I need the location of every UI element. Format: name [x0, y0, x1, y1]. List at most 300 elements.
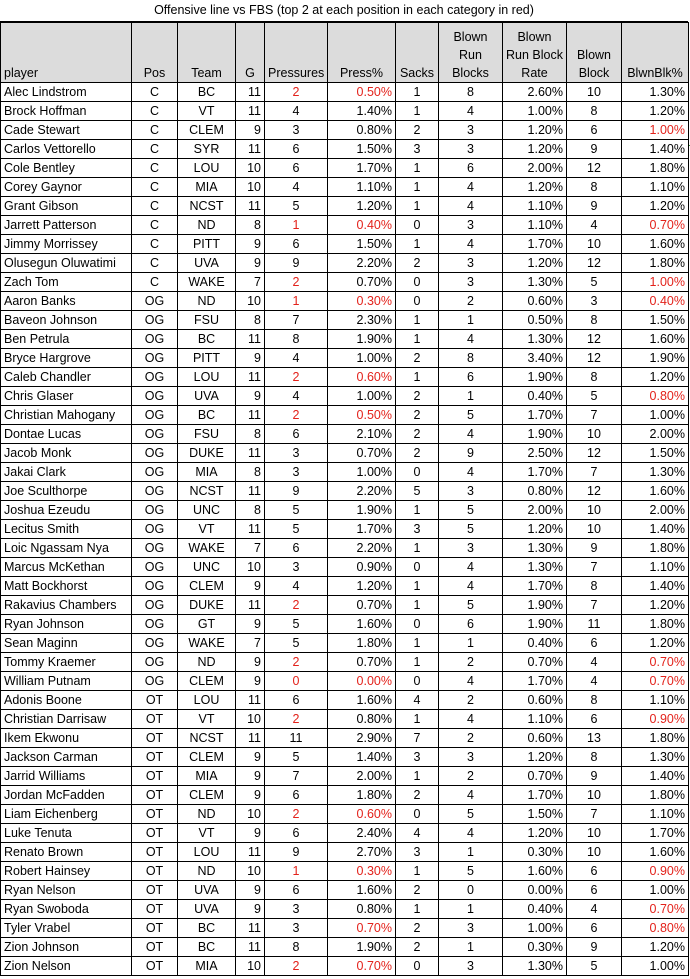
cell-sacks: 1	[396, 311, 439, 330]
cell-blown-run-block-rate: 1.50%	[503, 805, 567, 824]
cell-g: 9	[236, 748, 265, 767]
cell-pos: C	[132, 121, 178, 140]
cell-player: Caleb Chandler	[1, 368, 132, 387]
cell-blown-run-block-rate: 1.70%	[503, 577, 567, 596]
cell-g: 9	[236, 349, 265, 368]
cell-blown-block: 3	[567, 292, 622, 311]
cell-player: Ryan Swoboda	[1, 900, 132, 919]
cell-player: Jarrid Williams	[1, 767, 132, 786]
cell-blwnblk-pct: 1.30%	[622, 83, 689, 102]
cell-pressures: 5	[265, 197, 328, 216]
cell-sacks: 3	[396, 748, 439, 767]
cell-blown-block: 9	[567, 197, 622, 216]
cell-team: DUKE	[178, 596, 236, 615]
cell-sacks: 0	[396, 672, 439, 691]
cell-press-pct: 1.00%	[328, 349, 396, 368]
cell-team: ND	[178, 292, 236, 311]
cell-sacks: 1	[396, 235, 439, 254]
cell-blown-block: 6	[567, 862, 622, 881]
cell-blwnblk-pct: 1.10%	[622, 691, 689, 710]
cell-press-pct: 0.80%	[328, 900, 396, 919]
cell-sacks: 1	[396, 634, 439, 653]
cell-team: WAKE	[178, 634, 236, 653]
cell-player: Baveon Johnson	[1, 311, 132, 330]
cell-press-pct: 0.70%	[328, 273, 396, 292]
cell-player: William Putnam	[1, 672, 132, 691]
cell-press-pct: 1.90%	[328, 938, 396, 957]
cell-blown-run-block-rate: 0.40%	[503, 634, 567, 653]
table-row	[1, 843, 689, 862]
cell-g: 7	[236, 273, 265, 292]
cell-player: Ikem Ekwonu	[1, 729, 132, 748]
table-row	[1, 710, 689, 729]
cell-pos: C	[132, 273, 178, 292]
cell-blown-block: 8	[567, 577, 622, 596]
cell-press-pct: 2.10%	[328, 425, 396, 444]
cell-player: Sean Maginn	[1, 634, 132, 653]
cell-press-pct: 0.00%	[328, 672, 396, 691]
cell-blown-run-block-rate: 0.40%	[503, 387, 567, 406]
cell-pos: OG	[132, 292, 178, 311]
cell-blown-block: 8	[567, 748, 622, 767]
header-blown-block: Blown Block	[567, 23, 622, 83]
cell-blown-run-block-rate: 1.70%	[503, 786, 567, 805]
cell-team: PITT	[178, 349, 236, 368]
cell-player: Zion Nelson	[1, 957, 132, 976]
cell-team: VT	[178, 710, 236, 729]
cell-blown-run-blocks: 4	[439, 330, 503, 349]
cell-blwnblk-pct: 1.20%	[622, 102, 689, 121]
cell-pressures: 4	[265, 349, 328, 368]
cell-pressures: 6	[265, 140, 328, 159]
table-row	[1, 425, 689, 444]
cell-blown-block: 7	[567, 406, 622, 425]
cell-press-pct: 2.20%	[328, 539, 396, 558]
cell-press-pct: 1.70%	[328, 520, 396, 539]
cell-g: 11	[236, 102, 265, 121]
cell-player: Tyler Vrabel	[1, 919, 132, 938]
cell-press-pct: 1.60%	[328, 691, 396, 710]
cell-team: VT	[178, 824, 236, 843]
cell-g: 9	[236, 235, 265, 254]
cell-player: Liam Eichenberg	[1, 805, 132, 824]
cell-pos: OT	[132, 862, 178, 881]
cell-pressures: 5	[265, 501, 328, 520]
table-row	[1, 311, 689, 330]
table-row	[1, 938, 689, 957]
cell-pos: OG	[132, 311, 178, 330]
cell-team: CLEM	[178, 748, 236, 767]
cell-sacks: 2	[396, 444, 439, 463]
cell-blown-run-blocks: 1	[439, 311, 503, 330]
cell-player: Jacob Monk	[1, 444, 132, 463]
cell-player: Renato Brown	[1, 843, 132, 862]
cell-blown-run-blocks: 4	[439, 577, 503, 596]
cell-blown-run-blocks: 1	[439, 387, 503, 406]
cell-sacks: 0	[396, 463, 439, 482]
cell-blown-run-blocks: 2	[439, 691, 503, 710]
cell-pressures: 6	[265, 159, 328, 178]
cell-blown-run-blocks: 5	[439, 805, 503, 824]
cell-blown-run-blocks: 4	[439, 197, 503, 216]
cell-pos: OG	[132, 482, 178, 501]
cell-sacks: 0	[396, 216, 439, 235]
table-row	[1, 292, 689, 311]
cell-press-pct: 0.40%	[328, 216, 396, 235]
cell-player: Zach Tom	[1, 273, 132, 292]
cell-press-pct: 1.60%	[328, 881, 396, 900]
cell-sacks: 1	[396, 197, 439, 216]
cell-g: 11	[236, 482, 265, 501]
cell-blwnblk-pct: 1.20%	[622, 938, 689, 957]
cell-blwnblk-pct: 2.00%	[622, 425, 689, 444]
cell-blwnblk-pct: 1.80%	[622, 615, 689, 634]
cell-pressures: 2	[265, 710, 328, 729]
cell-sacks: 2	[396, 425, 439, 444]
cell-blown-run-blocks: 5	[439, 501, 503, 520]
cell-team: ND	[178, 862, 236, 881]
cell-sacks: 1	[396, 501, 439, 520]
header-player: player	[1, 23, 132, 83]
cell-sacks: 1	[396, 577, 439, 596]
cell-blown-run-blocks: 1	[439, 843, 503, 862]
cell-blown-run-blocks: 2	[439, 767, 503, 786]
cell-sacks: 3	[396, 843, 439, 862]
cell-blown-block: 12	[567, 330, 622, 349]
cell-blwnblk-pct: 1.40%	[622, 520, 689, 539]
cell-team: UVA	[178, 881, 236, 900]
cell-blown-run-blocks: 3	[439, 919, 503, 938]
cell-pos: OG	[132, 539, 178, 558]
cell-team: ND	[178, 805, 236, 824]
cell-pressures: 6	[265, 539, 328, 558]
cell-g: 11	[236, 83, 265, 102]
cell-blown-run-block-rate: 1.70%	[503, 235, 567, 254]
table-row	[1, 539, 689, 558]
cell-g: 10	[236, 805, 265, 824]
cell-blown-run-blocks: 1	[439, 938, 503, 957]
cell-team: NCST	[178, 482, 236, 501]
cell-blown-run-block-rate: 2.00%	[503, 501, 567, 520]
cell-blown-run-block-rate: 1.10%	[503, 216, 567, 235]
cell-blown-block: 8	[567, 691, 622, 710]
cell-pressures: 4	[265, 387, 328, 406]
cell-pressures: 0	[265, 672, 328, 691]
cell-blown-run-blocks: 8	[439, 83, 503, 102]
cell-sacks: 4	[396, 824, 439, 843]
cell-player: Alec Lindstrom	[1, 83, 132, 102]
table-body	[1, 83, 689, 976]
cell-blown-block: 4	[567, 216, 622, 235]
cell-blown-block: 6	[567, 710, 622, 729]
table-row	[1, 805, 689, 824]
cell-pressures: 2	[265, 957, 328, 976]
cell-team: BC	[178, 330, 236, 349]
cell-blwnblk-pct: 1.60%	[622, 330, 689, 349]
cell-pressures: 9	[265, 254, 328, 273]
cell-blown-block: 10	[567, 235, 622, 254]
table-row	[1, 482, 689, 501]
cell-pos: OG	[132, 596, 178, 615]
cell-blown-run-block-rate: 1.90%	[503, 596, 567, 615]
cell-blown-run-blocks: 3	[439, 273, 503, 292]
cell-team: UVA	[178, 387, 236, 406]
cell-blown-run-blocks: 5	[439, 862, 503, 881]
cell-pos: C	[132, 216, 178, 235]
cell-blown-block: 8	[567, 311, 622, 330]
cell-sacks: 2	[396, 349, 439, 368]
cell-blown-run-block-rate: 1.30%	[503, 273, 567, 292]
cell-pressures: 3	[265, 463, 328, 482]
cell-player: Brock Hoffman	[1, 102, 132, 121]
cell-sacks: 3	[396, 520, 439, 539]
cell-sacks: 0	[396, 292, 439, 311]
cell-player: Ryan Johnson	[1, 615, 132, 634]
cell-blown-run-block-rate: 2.00%	[503, 159, 567, 178]
cell-blown-run-blocks: 5	[439, 520, 503, 539]
cell-g: 9	[236, 653, 265, 672]
table-row	[1, 273, 689, 292]
cell-g: 9	[236, 824, 265, 843]
cell-blown-block: 7	[567, 805, 622, 824]
table-row	[1, 596, 689, 615]
sheet-title: Offensive line vs FBS (top 2 at each position in each category in red)	[0, 0, 688, 22]
cell-player: Carlos Vettorello	[1, 140, 132, 159]
cell-pos: OG	[132, 425, 178, 444]
table-row	[1, 368, 689, 387]
cell-pos: OG	[132, 463, 178, 482]
cell-g: 10	[236, 292, 265, 311]
table-row	[1, 881, 689, 900]
cell-blown-run-blocks: 3	[439, 482, 503, 501]
table-row	[1, 558, 689, 577]
table-row	[1, 634, 689, 653]
cell-pos: OT	[132, 900, 178, 919]
cell-press-pct: 1.80%	[328, 634, 396, 653]
cell-blwnblk-pct: 1.80%	[622, 729, 689, 748]
cell-blwnblk-pct: 1.00%	[622, 273, 689, 292]
cell-blown-block: 8	[567, 178, 622, 197]
cell-pressures: 7	[265, 767, 328, 786]
cell-sacks: 1	[396, 159, 439, 178]
cell-pos: OT	[132, 957, 178, 976]
cell-blown-block: 6	[567, 121, 622, 140]
cell-g: 9	[236, 577, 265, 596]
cell-g: 11	[236, 140, 265, 159]
cell-blown-run-block-rate: 1.70%	[503, 406, 567, 425]
cell-player: Jakai Clark	[1, 463, 132, 482]
cell-player: Cole Bentley	[1, 159, 132, 178]
cell-team: BC	[178, 938, 236, 957]
cell-blown-run-block-rate: 1.20%	[503, 520, 567, 539]
cell-blown-block: 10	[567, 824, 622, 843]
cell-pressures: 6	[265, 235, 328, 254]
cell-blwnblk-pct: 0.70%	[622, 216, 689, 235]
table-row	[1, 102, 689, 121]
cell-blwnblk-pct: 0.40%	[622, 292, 689, 311]
cell-pos: OG	[132, 520, 178, 539]
cell-pressures: 4	[265, 178, 328, 197]
cell-pos: OG	[132, 634, 178, 653]
cell-blown-run-block-rate: 1.30%	[503, 539, 567, 558]
cell-g: 9	[236, 881, 265, 900]
cell-press-pct: 1.50%	[328, 140, 396, 159]
cell-pos: OG	[132, 653, 178, 672]
cell-blown-block: 13	[567, 729, 622, 748]
cell-team: WAKE	[178, 539, 236, 558]
cell-blown-block: 6	[567, 634, 622, 653]
cell-blown-block: 4	[567, 672, 622, 691]
header-blwnblk-pct: BlwnBlk%	[622, 23, 689, 83]
cell-pos: OG	[132, 501, 178, 520]
cell-blwnblk-pct: 1.20%	[622, 634, 689, 653]
cell-press-pct: 0.50%	[328, 406, 396, 425]
cell-press-pct: 1.10%	[328, 178, 396, 197]
cell-g: 10	[236, 957, 265, 976]
cell-pressures: 2	[265, 653, 328, 672]
cell-blwnblk-pct: 1.00%	[622, 957, 689, 976]
cell-team: VT	[178, 520, 236, 539]
cell-blown-run-block-rate: 1.70%	[503, 672, 567, 691]
cell-blown-run-block-rate: 0.30%	[503, 938, 567, 957]
cell-pos: C	[132, 254, 178, 273]
cell-g: 11	[236, 368, 265, 387]
cell-pos: OT	[132, 843, 178, 862]
cell-blown-run-blocks: 3	[439, 957, 503, 976]
cell-g: 8	[236, 425, 265, 444]
cell-g: 9	[236, 767, 265, 786]
cell-player: Chris Glaser	[1, 387, 132, 406]
cell-team: MIA	[178, 178, 236, 197]
table-row	[1, 919, 689, 938]
cell-press-pct: 1.40%	[328, 102, 396, 121]
cell-g: 11	[236, 406, 265, 425]
cell-pressures: 3	[265, 121, 328, 140]
cell-blwnblk-pct: 0.70%	[622, 653, 689, 672]
cell-pressures: 9	[265, 482, 328, 501]
cell-press-pct: 1.80%	[328, 786, 396, 805]
cell-blown-run-blocks: 4	[439, 235, 503, 254]
table-row	[1, 349, 689, 368]
cell-blown-run-blocks: 4	[439, 178, 503, 197]
cell-blown-run-block-rate: 0.60%	[503, 729, 567, 748]
cell-g: 9	[236, 387, 265, 406]
cell-blown-run-blocks: 1	[439, 634, 503, 653]
cell-blwnblk-pct: 0.90%	[622, 710, 689, 729]
table-row	[1, 729, 689, 748]
cell-pressures: 9	[265, 843, 328, 862]
cell-pos: OT	[132, 748, 178, 767]
cell-blown-run-blocks: 3	[439, 121, 503, 140]
cell-pressures: 1	[265, 862, 328, 881]
cell-pressures: 5	[265, 748, 328, 767]
cell-blwnblk-pct: 1.60%	[622, 482, 689, 501]
header-row	[1, 23, 689, 83]
cell-blown-run-blocks: 4	[439, 102, 503, 121]
cell-sacks: 2	[396, 786, 439, 805]
cell-pressures: 3	[265, 558, 328, 577]
cell-team: MIA	[178, 463, 236, 482]
cell-blwnblk-pct: 1.50%	[622, 311, 689, 330]
cell-team: CLEM	[178, 121, 236, 140]
cell-pressures: 6	[265, 824, 328, 843]
cell-team: GT	[178, 615, 236, 634]
cell-press-pct: 1.00%	[328, 387, 396, 406]
cell-blwnblk-pct: 1.00%	[622, 406, 689, 425]
cell-player: Jordan McFadden	[1, 786, 132, 805]
cell-blown-run-blocks: 4	[439, 824, 503, 843]
cell-press-pct: 2.70%	[328, 843, 396, 862]
cell-pos: OG	[132, 406, 178, 425]
cell-player: Robert Hainsey	[1, 862, 132, 881]
table-row	[1, 444, 689, 463]
cell-blwnblk-pct: 1.80%	[622, 254, 689, 273]
cell-team: LOU	[178, 843, 236, 862]
cell-sacks: 1	[396, 330, 439, 349]
cell-blown-run-block-rate: 1.90%	[503, 615, 567, 634]
cell-sacks: 1	[396, 900, 439, 919]
cell-blown-run-block-rate: 1.90%	[503, 368, 567, 387]
cell-press-pct: 2.40%	[328, 824, 396, 843]
cell-g: 11	[236, 729, 265, 748]
table-row	[1, 824, 689, 843]
cell-g: 8	[236, 311, 265, 330]
cell-blwnblk-pct: 1.10%	[622, 558, 689, 577]
table-row	[1, 615, 689, 634]
cell-pos: OG	[132, 615, 178, 634]
header-blown-run-blocks: Blown Run Blocks	[439, 23, 503, 83]
cell-blown-run-blocks: 1	[439, 900, 503, 919]
table-row	[1, 406, 689, 425]
cell-press-pct: 1.20%	[328, 197, 396, 216]
cell-team: BC	[178, 83, 236, 102]
cell-blwnblk-pct: 1.80%	[622, 539, 689, 558]
cell-player: Luke Tenuta	[1, 824, 132, 843]
cell-press-pct: 1.60%	[328, 615, 396, 634]
cell-pressures: 2	[265, 368, 328, 387]
cell-pos: OT	[132, 824, 178, 843]
cell-pos: C	[132, 102, 178, 121]
cell-blwnblk-pct: 0.80%	[622, 919, 689, 938]
cell-pressures: 7	[265, 311, 328, 330]
cell-player: Christian Mahogany	[1, 406, 132, 425]
cell-blown-block: 12	[567, 482, 622, 501]
cell-g: 11	[236, 330, 265, 349]
cell-blown-run-block-rate: 3.40%	[503, 349, 567, 368]
cell-press-pct: 1.90%	[328, 501, 396, 520]
cell-team: LOU	[178, 691, 236, 710]
cell-pressures: 1	[265, 216, 328, 235]
cell-blown-run-blocks: 6	[439, 159, 503, 178]
cell-player: Grant Gibson	[1, 197, 132, 216]
cell-sacks: 2	[396, 938, 439, 957]
cell-blwnblk-pct: 1.10%	[622, 178, 689, 197]
cell-pressures: 11	[265, 729, 328, 748]
cell-blown-run-blocks: 2	[439, 729, 503, 748]
cell-team: BC	[178, 919, 236, 938]
table-row	[1, 501, 689, 520]
cell-team: NCST	[178, 729, 236, 748]
cell-press-pct: 0.70%	[328, 444, 396, 463]
cell-sacks: 1	[396, 102, 439, 121]
cell-team: DUKE	[178, 444, 236, 463]
cell-g: 11	[236, 938, 265, 957]
cell-team: MIA	[178, 767, 236, 786]
cell-press-pct: 0.50%	[328, 83, 396, 102]
cell-pressures: 6	[265, 425, 328, 444]
cell-blown-run-blocks: 6	[439, 368, 503, 387]
cell-team: CLEM	[178, 672, 236, 691]
